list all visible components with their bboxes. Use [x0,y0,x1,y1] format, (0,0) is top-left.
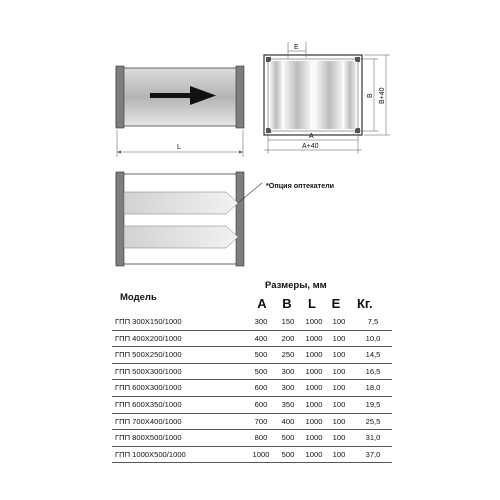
table-row [112,364,392,381]
cell-kg: 19,5 [365,399,381,409]
cell-b: 500 [281,449,295,459]
cell-model: ГПП 500Х250/1000 [115,350,182,360]
cell-a: 300 [254,317,268,326]
cell-e: 100 [332,333,346,343]
cell-a: 800 [254,433,268,443]
cell-e: 100 [332,317,346,326]
dim-a40-label: A+40 [302,143,319,150]
col-kg-header: Кг. [357,296,373,311]
cell-kg: 18,0 [365,383,381,393]
col-a-header: A [257,296,267,311]
cell-b: 250 [281,350,295,360]
cell-e: 100 [332,449,346,459]
col-l-header: L [308,296,316,311]
dim-b40-label: B+40 [379,87,386,104]
cell-e: 100 [332,350,346,360]
table-row [112,414,392,431]
cell-kg: 10,0 [365,333,381,343]
cell-l: 1000 [305,350,323,360]
cell-model: ГПП 500Х300/1000 [115,366,182,376]
cell-model: ГПП 600Х300/1000 [115,383,182,393]
side-view [116,66,244,157]
dim-a-label: A [309,133,314,140]
col-e-header: E [331,296,341,311]
table-body [112,314,392,463]
front-view [264,42,390,154]
cell-e: 100 [332,416,346,426]
option-note: *Опция оптекатели [266,181,335,190]
dims-header: Размеры, мм [265,280,327,291]
option-view [116,172,334,266]
table-row [112,314,392,331]
cell-b: 350 [281,399,295,409]
dim-e-label: E [294,44,299,51]
col-b-header: B [282,296,292,311]
cell-b: 150 [281,317,295,326]
cell-kg: 14,5 [365,350,381,360]
cell-a: 600 [254,383,268,393]
table-row [112,331,392,348]
model-header: Модель [120,292,157,303]
cell-e: 100 [332,366,346,376]
cell-l: 1000 [305,416,323,426]
cell-e: 100 [332,399,346,409]
dim-b-label: B [367,93,374,98]
cell-model: ГПП 1000Х500/1000 [115,449,186,459]
cell-b: 400 [281,416,295,426]
cell-l: 1000 [305,449,323,459]
table-row [112,380,392,397]
cell-model: ГПП 700Х400/1000 [115,416,182,426]
cell-kg: 37,0 [365,449,381,459]
table-row [112,347,392,364]
cell-b: 300 [281,366,295,376]
dim-l-label: L [177,144,181,151]
table-row [112,430,392,447]
cell-b: 300 [281,383,295,393]
cell-b: 500 [281,433,295,443]
table-row [112,397,392,414]
cell-a: 700 [254,416,268,426]
cell-a: 400 [254,333,268,343]
cell-a: 500 [254,366,268,376]
cell-model: ГПП 600Х350/1000 [115,399,182,409]
cell-model: ГПП 800Х500/1000 [115,433,182,443]
cell-l: 1000 [305,433,323,443]
cell-a: 1000 [252,449,270,459]
cell-model: ГПП 400Х200/1000 [115,333,182,343]
cell-a: 600 [254,399,268,409]
cell-e: 100 [332,433,346,443]
cell-kg: 7,5 [367,317,379,326]
cell-e: 100 [332,383,346,393]
cell-l: 1000 [305,383,323,393]
cell-a: 500 [254,350,268,360]
cell-l: 1000 [305,399,323,409]
cell-kg: 31,0 [365,433,381,443]
cell-l: 1000 [305,366,323,376]
cell-kg: 16,5 [365,366,381,376]
cell-model: ГПП 300Х150/1000 [115,317,182,326]
table-row [112,447,392,464]
cell-kg: 25,5 [365,416,381,426]
cell-b: 200 [281,333,295,343]
cell-l: 1000 [305,317,323,326]
cell-l: 1000 [305,333,323,343]
